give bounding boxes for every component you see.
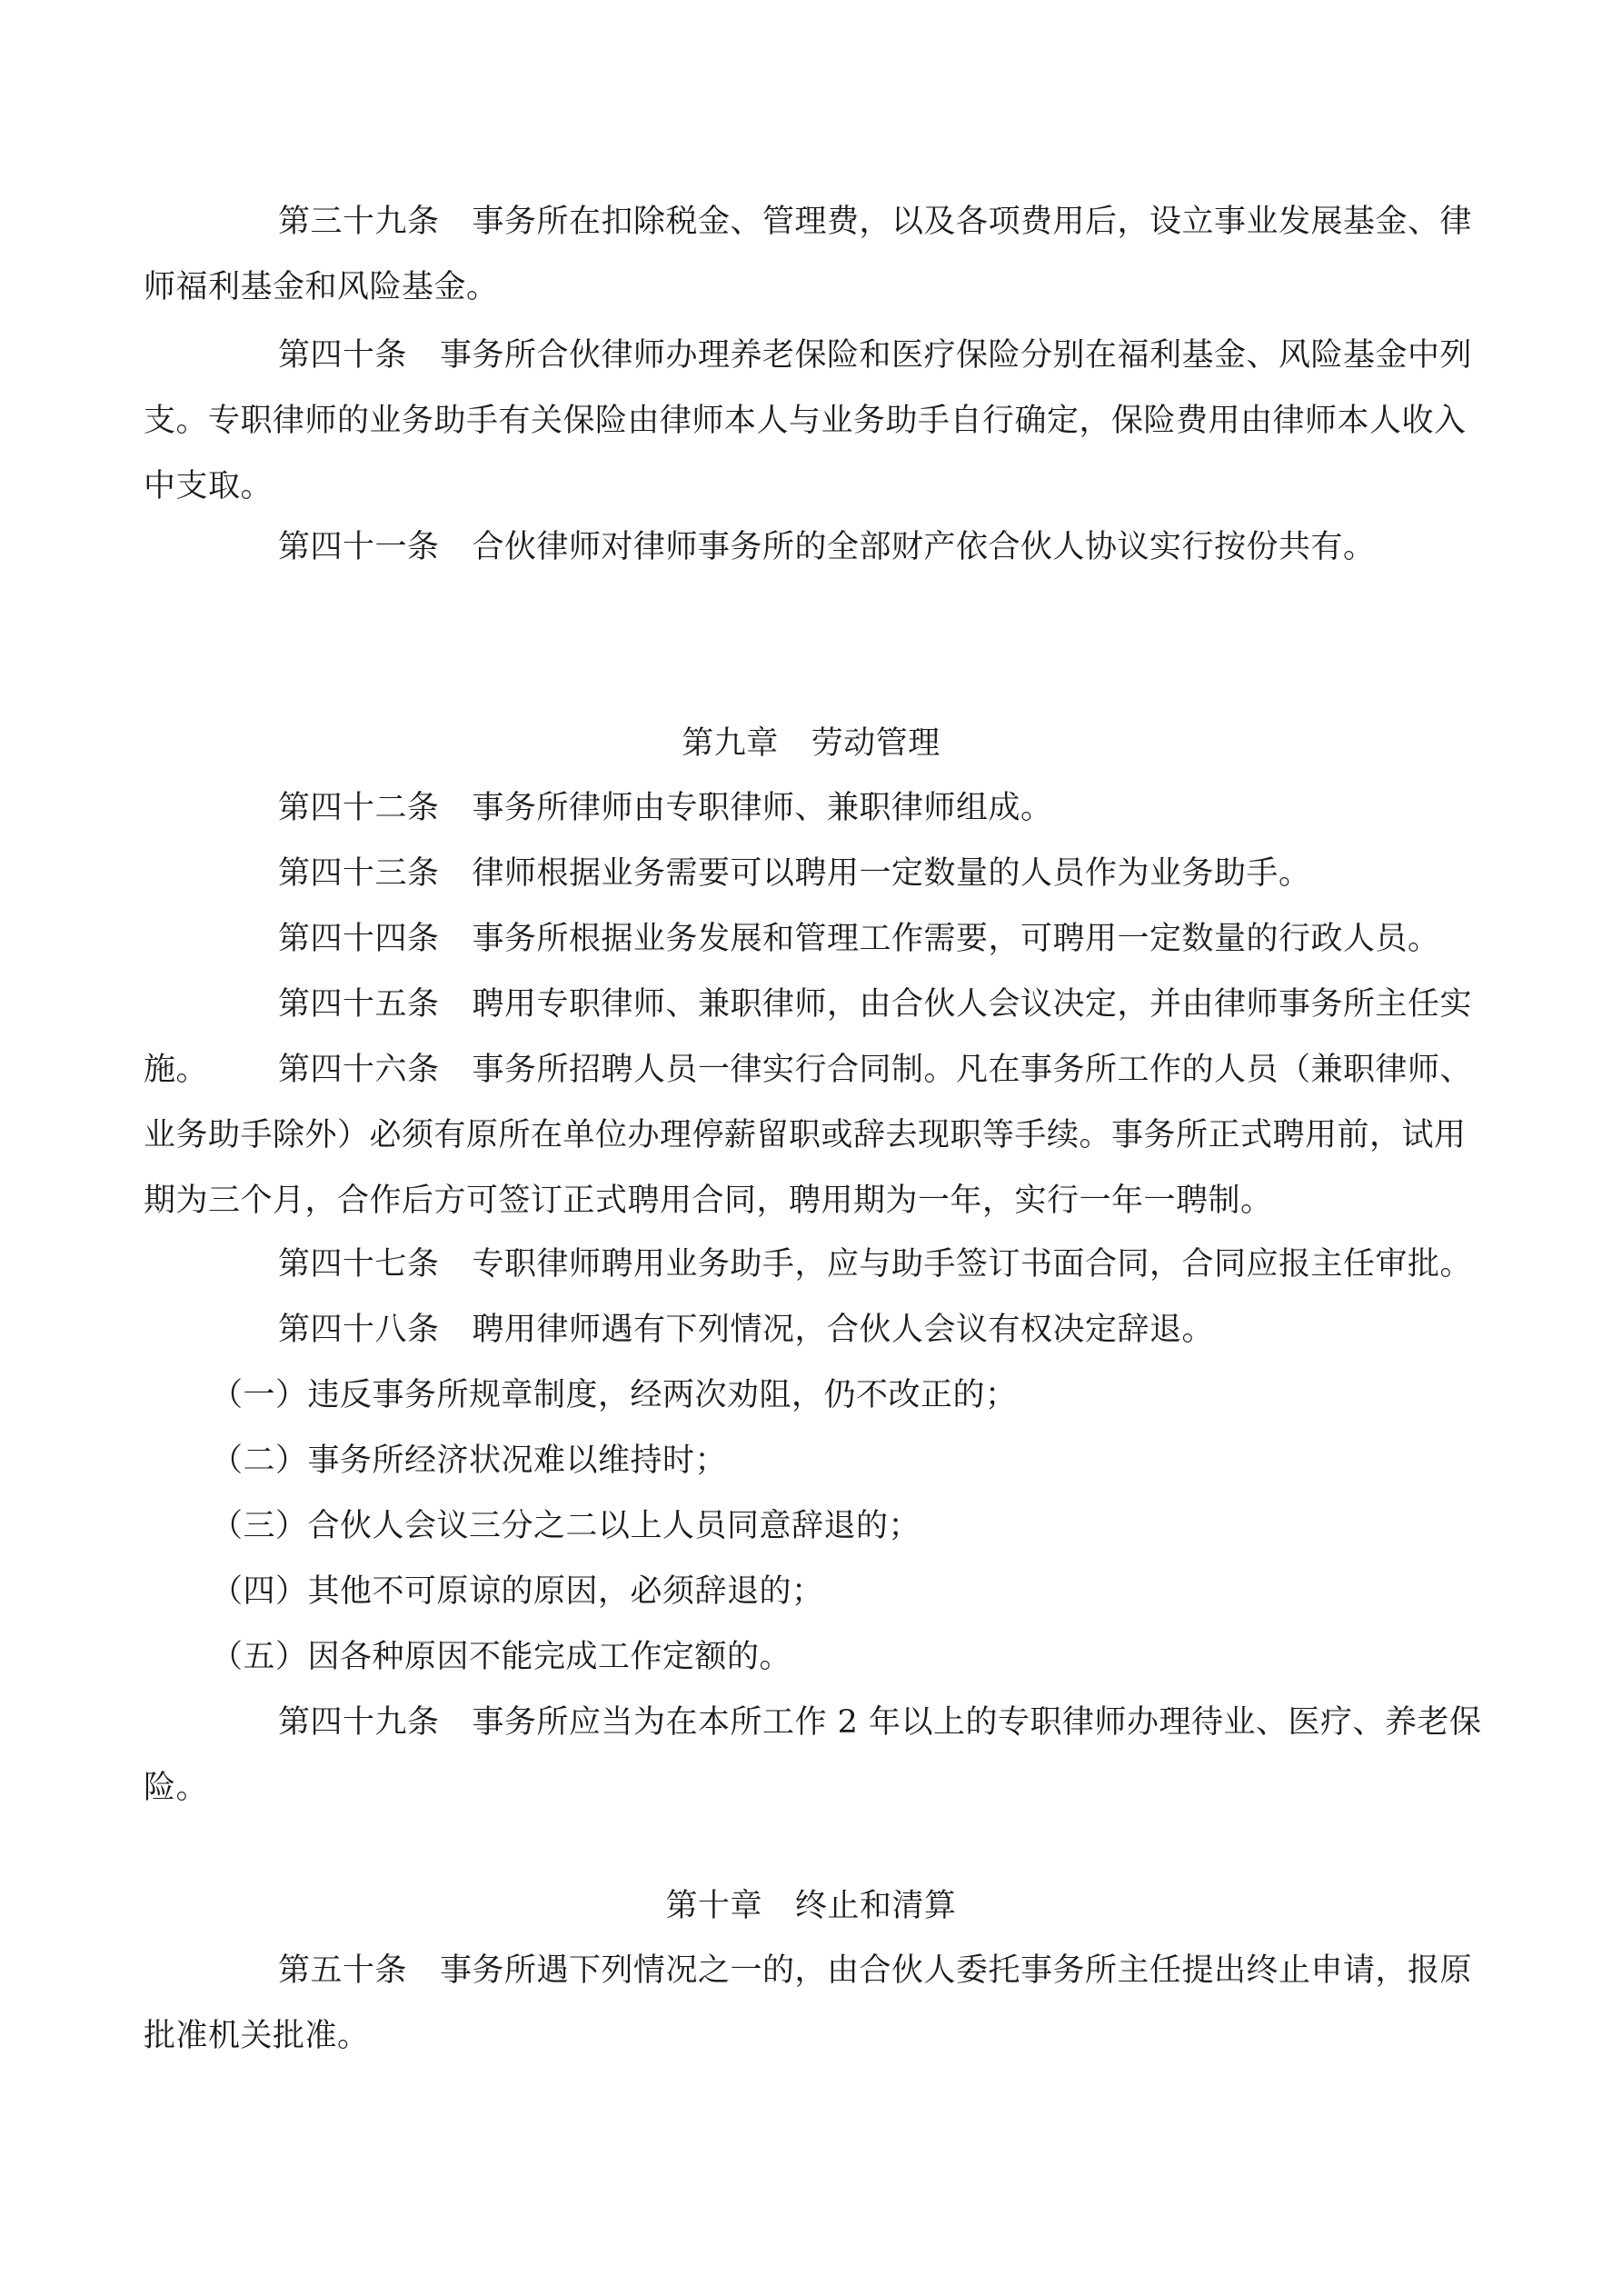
article-48 <box>144 1297 1488 1363</box>
article-text: 事务所根据业务发展和管理工作需要，可聘用一定数量的行政人员。 <box>472 921 1440 957</box>
article-text: 聘用专职律师、兼职律师，由合伙人会议决定，并由律师事务所主任实施。 <box>144 986 1473 1088</box>
article-text: 事务所招聘人员一律实行合同制。凡在事务所工作的人员（兼职律师、业务助手除外）必须有原所在单位办理停薪留职或辞去现职等手续。事务所正式聘用前，试用期为三个月，合作后方可签订正式聘用合同，聘用期为一年，实行一年一聘制。 <box>144 1052 1473 1219</box>
article-number: 第四十六条 <box>278 1052 440 1088</box>
chapter-number: 第九章 <box>682 725 779 762</box>
chapter-heading-9 <box>0 711 1622 776</box>
article-44 <box>144 906 1488 972</box>
article-text: 事务所应当为在本所工作 2 年以上的专职律师办理待业、医疗、养老保险。 <box>144 1704 1482 1806</box>
article-43 <box>144 841 1488 906</box>
article-42 <box>144 775 1488 841</box>
article-number: 第四十二条 <box>278 790 440 826</box>
list-item: （一）违反事务所规章制度，经两次劝阻，仍不改正的； <box>211 1377 1018 1413</box>
list-item: （五）因各种原因不能完成工作定额的。 <box>211 1639 792 1675</box>
article-46 <box>144 1037 1488 1233</box>
article-number: 第四十三条 <box>278 855 440 892</box>
list-item: （三）合伙人会议三分之二以上人员同意辞退的； <box>211 1508 921 1544</box>
article-40 <box>144 323 1488 519</box>
article-text: 事务所律师由专职律师、兼职律师组成。 <box>472 790 1053 826</box>
article-number: 第四十五条 <box>278 986 440 1023</box>
article-text: 律师根据业务需要可以聘用一定数量的人员作为业务助手。 <box>472 855 1311 892</box>
chapter-title: 终止和清算 <box>795 1888 957 1924</box>
article-number: 第四十一条 <box>278 529 440 565</box>
chapter-title: 劳动管理 <box>811 725 940 762</box>
article-text: 聘用律师遇有下列情况，合伙人会议有权决定辞退。 <box>472 1312 1215 1348</box>
article-50 <box>144 1938 1488 2069</box>
article-text: 事务所遇下列情况之一的，由合伙人委托事务所主任提出终止申请，报原批准机关批准。 <box>144 1952 1473 2054</box>
article-text: 事务所在扣除税金、管理费，以及各项费用后，设立事业发展基金、律师福利基金和风险基金。 <box>144 204 1473 305</box>
article-text: 专职律师聘用业务助手，应与助手签订书面合同，合同应报主任审批。 <box>472 1246 1473 1283</box>
list-item: （二）事务所经济状况难以维持时； <box>211 1442 728 1479</box>
article-41 <box>144 514 1488 580</box>
article-39 <box>144 189 1488 320</box>
article-number: 第三十九条 <box>278 204 440 240</box>
chapter-heading-10 <box>0 1873 1622 1939</box>
article-text: 合伙律师对律师事务所的全部财产依合伙人协议实行按份共有。 <box>472 529 1376 565</box>
chapter-number: 第十章 <box>665 1888 762 1924</box>
article-49 <box>144 1690 1488 1821</box>
article-text: 事务所合伙律师办理养老保险和医疗保险分别在福利基金、风险基金中列支。专职律师的业务助手有关保险由律师本人与业务助手自行确定，保险费用由律师本人收入中支取。 <box>144 337 1473 504</box>
article-number: 第五十条 <box>278 1952 408 1989</box>
article-number: 第四十条 <box>278 337 408 374</box>
article-number: 第四十七条 <box>278 1246 440 1283</box>
article-number: 第四十八条 <box>278 1312 440 1348</box>
list-item: （四）其他不可原谅的原因，必须辞退的； <box>211 1573 824 1610</box>
article-47 <box>144 1232 1488 1297</box>
article-number: 第四十九条 <box>278 1704 440 1741</box>
article-number: 第四十四条 <box>278 921 440 957</box>
